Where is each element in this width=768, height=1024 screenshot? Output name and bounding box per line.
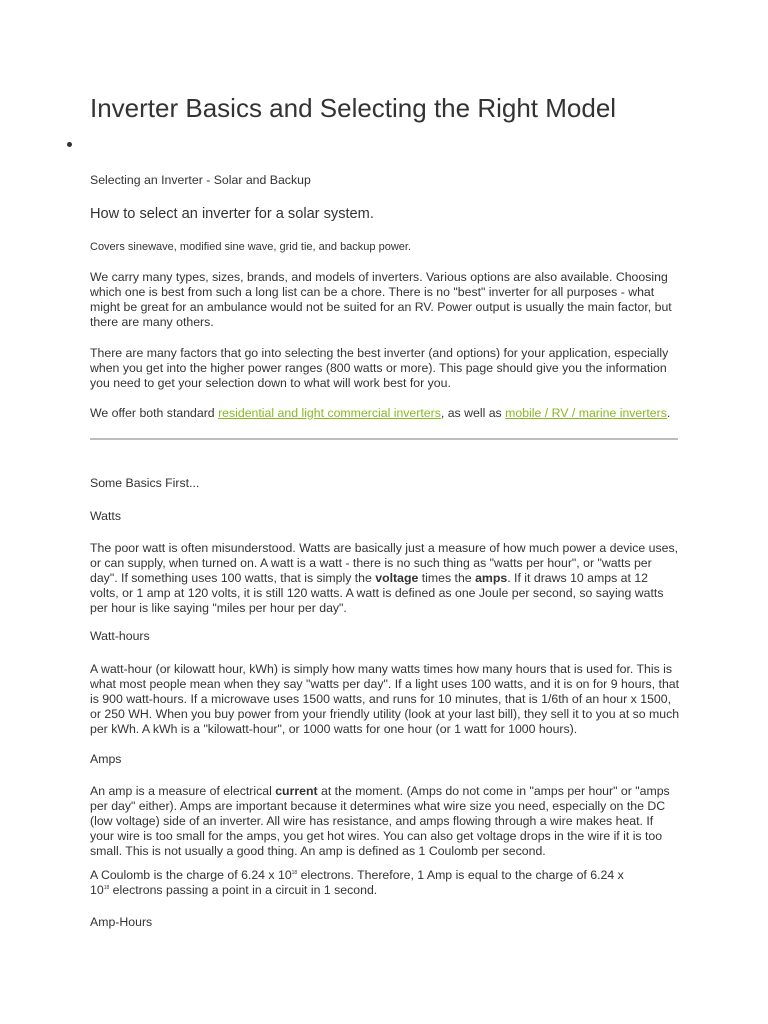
offer-prefix: We offer both standard — [90, 406, 219, 420]
tagline: How to select an inverter for a solar system. — [90, 206, 374, 222]
mobile-inverters-link[interactable]: mobile / RV / marine inverters — [505, 406, 667, 420]
covers-text: Covers sinewave, modified sine wave, grid tie, and backup power. — [90, 241, 412, 253]
coulomb-text-b: electrons. Therefore, 1 Amp is equal to the charge of 6.24 x 10 — [90, 868, 624, 897]
residential-inverters-link[interactable]: residential and light commercial inverters — [218, 406, 441, 420]
offer-middle: , as well as — [440, 406, 506, 420]
intro-paragraph-1: We carry many types, sizes, brands, and models of inverters. Various options are also available. Choosing which one is best from such a long list can be a chore. There is no "best" inverter for all purposes - what might be great for an ambulance would not be suited for an RV. Power output is usually the main factor, but there are many others. — [90, 270, 672, 329]
watts-heading: Watts — [90, 509, 121, 523]
current-bold: current — [275, 784, 318, 798]
list-bullet — [67, 142, 72, 147]
basics-heading: Some Basics First... — [90, 476, 200, 490]
amps-bold: amps — [475, 571, 508, 585]
section-kicker: Selecting an Inverter - Solar and Backup — [90, 173, 311, 187]
voltage-bold: voltage — [375, 571, 419, 585]
watts-paragraph — [90, 541, 680, 616]
offer-suffix: . — [666, 406, 671, 420]
offer-paragraph — [90, 406, 680, 421]
amps-heading: Amps — [90, 752, 122, 766]
amps-text-start: An amp is a measure of electrical — [90, 784, 276, 798]
watts-text-end: . If it draws 10 amps at 12 volts, or 1 amp at 120 volts, it is still 120 watts. A watt is defined as one Joule per second, so saying watts per hour is like saying "miles per hour per day". — [90, 571, 664, 615]
coulomb-text-c: electrons passing a point in a circuit in 1 second. — [109, 883, 378, 897]
section-divider — [90, 438, 678, 440]
intro-paragraph-2: There are many factors that go into selecting the best inverter (and options) for your application, especially when you get into the higher power ranges (800 watts or more). This page should give you the information you need to get your selection down to what will work best for you. — [90, 346, 669, 390]
coulomb-text-a: A Coulomb is the charge of 6.24 x 10 — [90, 868, 292, 882]
coulomb-paragraph — [90, 868, 630, 898]
watts-text-start: The poor watt is often misunderstood. Watts are basically just a measure of how much power a device uses, or can supply, when turned on. A watt is a watt - there is no such thing as "watts per hour", or "watts per day". If something uses 100 watts, that is simply the — [90, 541, 679, 585]
amps-paragraph — [90, 784, 680, 859]
watts-text-mid: times the — [418, 571, 476, 585]
watt-hours-heading: Watt-hours — [90, 629, 150, 643]
exponent-2: 18 — [103, 884, 110, 891]
amps-text-end: at the moment. (Amps do not come in "amps per hour" or "amps per day" either). Amps are important because it determines what wire size you need, especially on the DC (low voltage) side of an inverter. All wire has resistance, and amps flowing through a wire makes heat. If your wire is too small for the amps, you get hot wires. You can also get voltage drops in the wire if it is too small. This is not usually a good thing. An amp is defined as 1 Coulomb per second. — [90, 784, 670, 858]
amp-hours-heading: Amp-Hours — [90, 915, 153, 929]
exponent-1: 18 — [291, 869, 298, 876]
watt-hours-paragraph: A watt-hour (or kilowatt hour, kWh) is simply how many watts times how many hours that is used for. This is what most people mean when they say "watts per day". If a light uses 100 watts, and it is on for 9 hours, that is 900 watt-hours. If a microwave uses 1500 watts, and runs for 10 minutes, that is 1/6th of an hour x 1500, or 250 WH. When you buy power from your friendly utility (look at your last bill), they sell it to you at so much per kWh. A kWh is a "kilowatt-hour", or 1000 watts for one hour (or 1 watt for 1000 hours). — [90, 662, 680, 736]
page-title: Inverter Basics and Selecting the Right Model — [90, 93, 617, 123]
